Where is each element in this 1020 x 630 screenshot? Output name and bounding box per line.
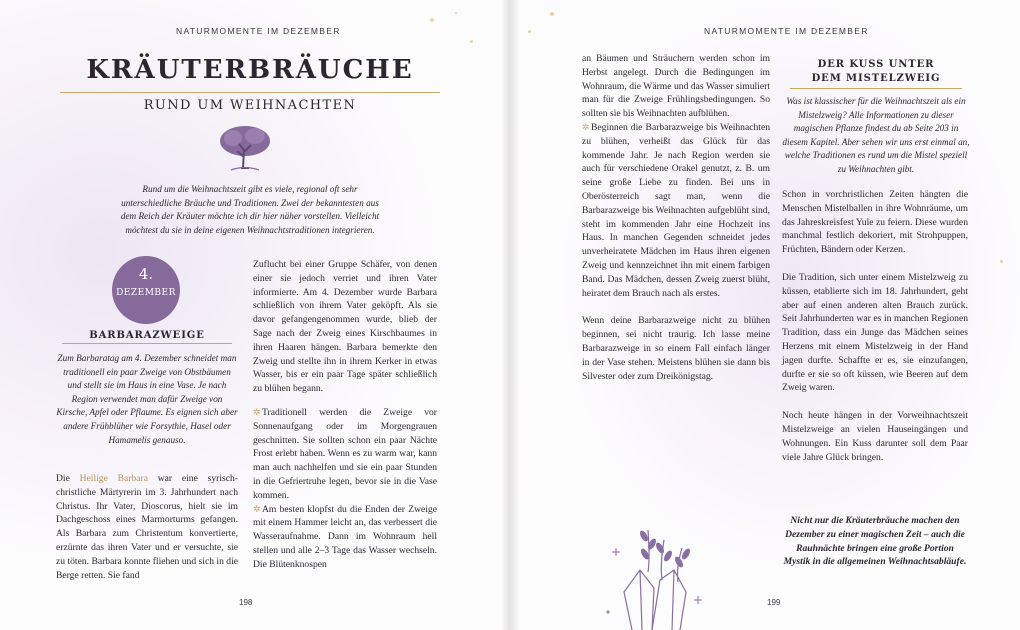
col1-paragraph-2: Wenn deine Barbarazweige nicht zu blühen beginnen, sei nicht traurig. Ich lasse meine Barbarazweige in so einem Fall einfach länger in der Vase stehen. Meistens blühen sie dann bis Silvester oder zum Dreikönigstag. xyxy=(582,315,770,382)
col1-bullet-1 xyxy=(582,121,770,300)
sparkle-dot xyxy=(1000,260,1003,263)
box-text: Zum Barbaratag am 4. Dezember schneidet man traditionell ein paar Zweige von Obstbäumen und stellt sie im Haus in eine Vase. Je nach Region verwendet man dafür Zweige von Kirsche, Apfel oder Pflaume. Es eignen sich aber andere Frühblüher wie Forsythie, Hasel oder Hamamelis genauso. xyxy=(56,353,238,445)
box-heading-line-1: DER KUSS UNTER xyxy=(817,59,935,70)
sparkle-dot xyxy=(550,12,554,16)
closing-text: Nicht nur die Kräuterbräuche machen den Dezember zu einer magischen Zeit – auch die Rauhnächte bringen eine große Portion Mystik in die allgemeinen Weihnachtsabläufe. xyxy=(783,515,967,568)
running-head: NATURMOMENTE IM DEZEMBER xyxy=(176,26,341,36)
col2-paragraph-3: Noch heute hängen in der Vorweihnachtszeit Mistelzweige an vielen Hauseingängen und Wohnungen. Ein Kuss darunter soll dem Paar viele Jahre Glück bringen. xyxy=(782,410,968,463)
badge-number: 4. xyxy=(138,265,154,283)
page-number: 199 xyxy=(767,598,781,607)
col2-paragraph-1: Schon in vorchristlichen Zeiten hängten die Menschen Mistelballen in ihre Wohnräume, um das Jahreskreisfest Yule zu feiern. Diese wurden manchmal festlich dekoriert, mit Strohpuppen, Früchten, Bändern oder Kerzen. xyxy=(782,189,968,256)
page-number: 198 xyxy=(239,598,253,607)
col1-rest: war eine syrisch-christliche Märtyrerin im 3. Jahrhundert nach Christus. Ihr Vater, Dioscorus, hielt sie im Dachgeschoss eines Marmorturms gefangen. Als Barbara zum Christentum konvertierte, erzürnte das ihren Vater und er versuchte, sie zu töten. Barbara konnte fliehen und sich in die Berge retten. Sie fand xyxy=(56,473,238,581)
highlight-name: Heilige Barbara xyxy=(79,473,148,484)
column-2-text xyxy=(782,188,968,464)
date-badge xyxy=(112,256,180,324)
column-1-text xyxy=(56,472,238,582)
sparkle-dot xyxy=(528,30,531,33)
book-gutter xyxy=(500,0,520,630)
sparkle-dot xyxy=(470,40,473,43)
crystal-plant-icon xyxy=(602,510,712,630)
sun-bullet-icon: ✲ xyxy=(582,121,590,132)
sun-bullet-icon: ✲ xyxy=(253,406,261,417)
box-heading-line-2: DEM MISTELZWEIG xyxy=(811,73,941,84)
col1-lead: Die xyxy=(56,473,80,484)
right-page xyxy=(510,0,1020,630)
box-heading xyxy=(790,58,962,86)
box-text: Was ist klassischer für die Weihnachtszeit als ein Mistelzweig? Alle Informationen zu dieser magischen Pflanze findest du ab Seite 203 in diesem Kapitel. Aber sehen wir uns erst einmal an, welche Traditionen es rund um die Mistel speziell zu Weihnachten gibt. xyxy=(782,96,970,174)
col1-bullet-1-text: Beginnen die Barbarazweige bis Weihnachten zu blühen, verheißt das Glück für das kommende Jahr. Je nach Region werden sie auch für verschiedene Orakel genutzt, z. B. um seine große Liebe zu finden. Bei uns in Oberösterreich sagt man, wenn die Barbarazweige bis Weihnachten aufgeblüht sind, steht im kommenden Jahr eine Hochzeit ins Haus. In manchen Gegenden schneidet jedes unverheiratete Mädchen im Haus ihren eigenen Zweig und kennzeichnet ihn mit einem farbigen Band. Das Mädchen, dessen Zweig zuerst blüht, heiratet dem Brauch nach als erstes. xyxy=(582,121,770,299)
running-head: NATURMOMENTE IM DEZEMBER xyxy=(704,26,869,36)
col1-paragraph-1: an Bäumen und Sträuchern werden schon im Herbst angelegt. Durch die Bedingungen im Wohnraum, die Wärme und das Wasser simuliert man für die Zweige Frühlingsbedingungen. So sollten sie bis Weihnachten aufblühen. xyxy=(582,53,770,120)
sparkle-dot xyxy=(430,18,434,22)
intro-text: Rund um die Weihnachtszeit gibt es viele, regional oft sehr unterschiedliche Bräuche und Traditionen. Zwei der bekanntesten aus dem Reich der Kräuter möchte ich dir hier näher vorstellen. Vielleicht möchtest du sie in deine eigenen Weihnachtstraditionen integrieren. xyxy=(120,184,380,235)
box-heading: BARBARAZWEIGE xyxy=(89,330,205,341)
sun-bullet-icon: ✲ xyxy=(253,503,261,514)
col2-bullet-1-text: Traditionell werden die Zweige vor Sonnenaufgang oder im Morgengrauen geschnitten. Sie sollten schon ein paar Nächte Frost erlebt haben. Wenn es zu warm war, kann man auch nachhelfen und sie ein paar Stunden in die Gefriertruhe legen, bevor sie in die Vase kommen. xyxy=(253,406,437,501)
box-rule xyxy=(790,88,962,89)
page-subtitle: RUND UM WEIHNACHTEN xyxy=(143,98,357,113)
col2-bullet-2-text: Am besten klopfst du die Enden der Zweige mit einem Hammer leicht an, das verbessert die Wasseraufnahme. Dann im Wohnraum hell stellen und alle 2–3 Tage das Wasser wechseln. Die Blütenknospen xyxy=(253,503,437,570)
col2-bullet-2 xyxy=(253,503,437,572)
page-title: KRÄUTERBRÄUCHE xyxy=(86,55,414,85)
col2-paragraph-2: Die Tradition, sich unter einem Mistelzweig zu küssen, etablierte sich im 18. Jahrhundert, geht aber auf einen anderen alten Brauch zurück. Seit Jahrhunderten war es in manchen Regionen Tradition, dass ein Junge das Mädchen seines Herzens mit einem Mistelzweig in der Hand jagen durfte. Schaffte er es, sie einzufangen, durfte er sie so oft küssen, wie Beeren auf dem Zweig waren. xyxy=(782,271,968,394)
col2-paragraph: Zuflucht bei einer Gruppe Schäfer, von denen einer sie jedoch verriet und ihren Vater informierte. Am 4. Dezember wurde Barbara schließlich von ihrem Vater geköpft. Als sie davor gefangengenommen wurde, blieb der Sage nach der Zweig eines Kirschbaumes in ihren Haaren hängen. Barbara bemerkte den Zweig und stellte ihn in ihrem Kerker in etwas Wasser, bis er ein paar Tage später schließlich zu blühen begann. xyxy=(253,259,437,395)
column-2-text xyxy=(253,258,437,572)
col2-bullet-1 xyxy=(253,406,437,503)
tree-icon xyxy=(217,124,273,176)
column-1-text xyxy=(582,52,770,383)
box-rule xyxy=(62,343,232,344)
title-rule xyxy=(60,92,440,93)
badge-month: DEZEMBER xyxy=(116,288,176,298)
sparkle-dot xyxy=(455,12,457,14)
